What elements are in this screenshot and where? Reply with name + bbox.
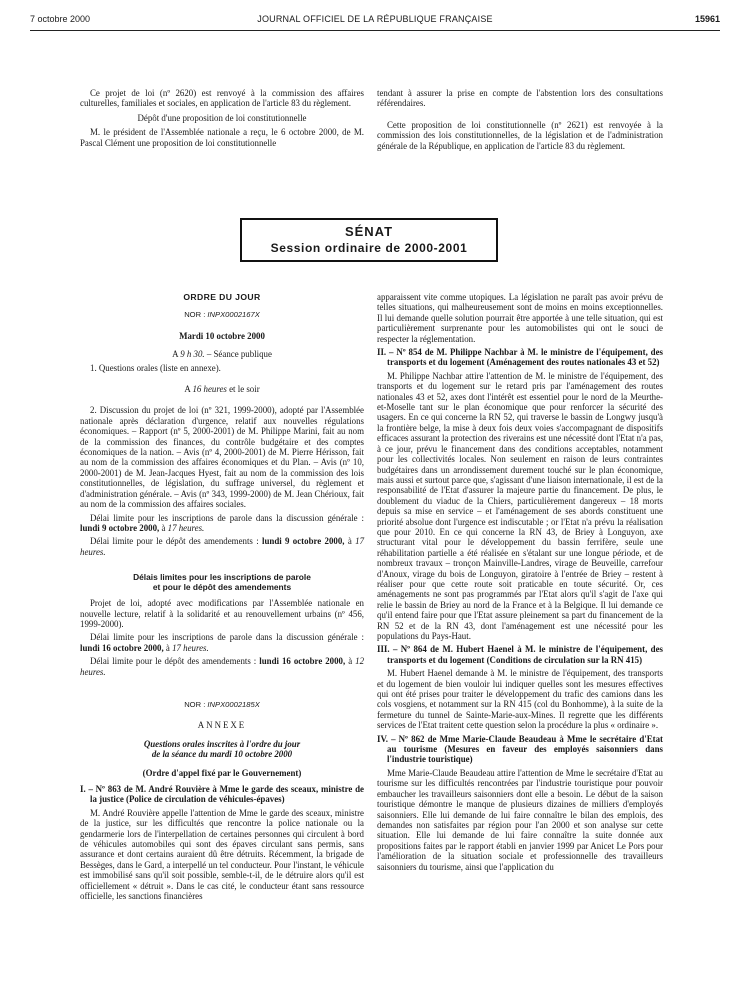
- paragraph: Projet de loi, adopté avec modifications par l'Assemblée nationale en nouvelle lecture, relatif à la solidarité et au renouvellement urbains (nº 456, 1999-2000).: [80, 598, 364, 629]
- agenda-item: 2. Discussion du projet de loi (nº 321, 1999-2000), adopté par l'Assemblée nationale après déclaration d'urgence, relatif aux nouvelles régulations économiques. – Rapport (nº 5, 2000-2001) de M. Philippe Marini, fait au nom de la commission des finances, du contrôle budgétaire et des comptes économiques de la nation. – Avis (nº 4, 2000-2001) de M. Pierre Hérisson, fait au nom de la commission des affaires économiques et du Plan. – Avis (nº 10, 2000-2001) de M. Jean-Jacques Hyest, fait au nom de la commission des lois constitutionnelles, de législation, du suffrage universel, du règlement et d'administration générale. – Avis (nº 343, 1999-2000) de M. Jean Chérioux, fait au nom de la commission des affaires sociales.: [80, 405, 364, 510]
- session-time: A 16 heures et le soir: [184, 384, 260, 395]
- paragraph: apparaissent vite comme utopiques. La législation ne paraît pas avoir prévu de telles situations, qui malheureusement sont de moins en moins exceptionnelles. Il lui demande quelle solution pourrait être apportée à une telle situation, qui est particulièrement surprenante pour les automobilistes qui ont le souci de respecter la réglementation.: [377, 292, 663, 344]
- top-right-column: [377, 88, 663, 154]
- ordre-du-jour-title: ORDRE DU JOUR: [183, 292, 261, 302]
- ordre-appel: (Ordre d'appel fixé par le Gouvernement): [142, 767, 302, 778]
- agenda-item: 1. Questions orales (liste en annexe).: [90, 362, 221, 373]
- header-journal-title: JOURNAL OFFICIEL DE LA RÉPUBLIQUE FRANÇAISE: [257, 14, 493, 24]
- deadline: Délai limite pour le dépôt des amendements : lundi 16 octobre 2000, à 12 heures.: [80, 656, 364, 677]
- right-main-column: [377, 292, 663, 875]
- delais-heading-line2: et pour le dépôt des amendements: [152, 582, 292, 593]
- senat-subtitle: Session ordinaire de 2000-2001: [270, 241, 468, 255]
- question-heading: I. – Nº 863 de M. André Rouvière à Mme le garde des sceaux, ministre de la justice (Police de circulation de véhicules-épaves): [80, 784, 364, 805]
- deadline: Délai limite pour les inscriptions de parole dans la discussion générale : lundi 9 octobre 2000, à 17 heures.: [80, 512, 364, 533]
- header-rule: [30, 30, 720, 31]
- questions-heading-line1: Questions orales inscrites à l'ordre du jour: [143, 738, 301, 749]
- annexe-heading: ANNEXE: [197, 720, 247, 731]
- session-time: A 9 h 30. – Séance publique: [172, 349, 272, 360]
- question-heading: II. – Nº 854 de M. Philippe Nachbar à M. le ministre de l'équipement, des transports et du logement (Aménagement des routes nationales 43 et 52): [377, 347, 663, 368]
- senat-title-box: [240, 218, 498, 262]
- question-body: M. André Rouvière appelle l'attention de Mme le garde des sceaux, ministre de la justice, sur les difficultés que rencontre la police nationale ou la gendarmerie lors de l'interpellation de certaines personnes qui circulent à bord de véhicules automobiles qui sont des épaves circulant sans permis, sans assurance et dont certains auraient dû être détruits. Récemment, la brigade de Bessèges, dans le Gard, a interpellé un tel conducteur. Pour l'instant, le véhicule est immobilisé sans qu'il soit possible, semble-t-il, de le détruire alors qu'il est officiellement « détruit ». Dans le cas cité, le conducteur étant sans ressource officielle, les sanctions financières: [80, 807, 364, 902]
- paragraph: Cette proposition de loi constitutionnelle (nº 2621) est renvoyée à la commission des lois constitutionnelles, de la législation et de l'administration générale de la République, en application de l'article 83 du règlement.: [377, 119, 663, 151]
- page-header: [30, 12, 720, 28]
- header-page-number: 15961: [694, 14, 720, 24]
- paragraph: tendant à assurer la prise en compte de l'abstention lors des consultations référendaires.: [377, 88, 663, 109]
- left-main-column: [80, 292, 364, 904]
- nor-reference: NOR : INPX0002185X: [184, 699, 260, 709]
- nor-reference: NOR : INPX0002167X: [184, 310, 260, 320]
- top-left-column: [80, 88, 364, 151]
- question-body: M. Philippe Nachbar attire l'attention de M. le ministre de l'équipement, des transports et du logement sur le retard pris par l'aménagement des routes nationales 43 et 52, axes dont l'intérêt est essentiel pour le nord de la Meurthe-et-Moselle tant sur le plan économique que pour renforcer la sécurité des usagers. En ce qui concerne la RN 52, qui traverse le bassin de Longwy jusqu'à la frontière belge, la mise à deux fois deux voies s'accompagnant de dispositifs efficaces assurant la protection des riverains est une nécessité dont l'Etat n'a pas, à ce jour, prévu le financement dans des conditions acceptables, notamment pour les collectivités locales. Non seulement en raison de leurs contraintes budgétaires dans un arrondissement durement touché sur le plan économique, mais aussi et surtout parce que, s'agissant d'une liaison internationale, il est de la responsabilité de l'Etat d'assurer la majeure partie du financement. De plus, le doublement du viaduc de la Chiers, particulièrement dangereux – 18 morts depuis sa mise en service – et l'aménagement de ses abords constituent une priorité absolue dont l'urgence est indiscutable ; or l'Etat n'a prévu la réalisation que pour 2010. En ce qui concerne la RN 43, de Briey à Longuyon, axe structurant vital pour le développement du bassin ferrifère, seule une réhabilitation partielle a été réalisée en s'étalant sur une longue période, et de nombreux travaux – tronçon Mainville-Landres, virage de Beuveille, carrefour d'Anoux, virage du bois de Longuyon, giratoire à l'entrée de Briey – restent à réaliser pour que cette route soit praticable en toute sécurité. Or, ces aménagements ne sont pas programmés par l'Etat alors qu'il s'agit de l'axe qui relie le bassin de Briey au nord de la France et à la Belgique. Il lui demande ce qu'il entend faire pour que l'Etat assure pleinement sa part du financement de la RN 52 et de la RN 43, dont l'aménagement est une nécessité pour les populations du Pays-Haut.: [377, 370, 663, 641]
- question-body: M. Hubert Haenel demande à M. le ministre de l'équipement, des transports et du logement de bien vouloir lui indiquer quelles sont les mesures effectives qui ont été prises pour traiter le développement du trafic des camions dans les cols vosgiens, et notamment sur la RN 415 (col du Bonhomme), à la suite de la fermeture du tunnel de Sainte-Marie-aux-Mines. Il regrette que les différents services de l'Etat traitent cette question selon la procédure la plus « ordinaire ».: [377, 668, 663, 731]
- date-heading: Mardi 10 octobre 2000: [179, 330, 265, 341]
- subheading: Dépôt d'une proposition de loi constitutionnelle: [137, 112, 307, 123]
- paragraph: M. le président de l'Assemblée nationale a reçu, le 6 octobre 2000, de M. Pascal Clément une proposition de loi constitutionnelle: [80, 127, 364, 148]
- question-heading: III. – Nº 864 de M. Hubert Haenel à M. le ministre de l'équipement, des transports et du logement (Conditions de circulation sur la RN 415): [377, 644, 663, 665]
- paragraph: Ce projet de loi (nº 2620) est renvoyé à la commission des affaires culturelles, familiales et sociales, en application de l'article 83 du règlement.: [80, 88, 364, 109]
- deadline: Délai limite pour les inscriptions de parole dans la discussion générale : lundi 16 octobre 2000, à 17 heures.: [80, 632, 364, 653]
- questions-heading-line2: de la séance du mardi 10 octobre 2000: [151, 749, 293, 760]
- senat-title: SÉNAT: [344, 224, 394, 239]
- header-date: 7 octobre 2000: [30, 14, 91, 24]
- question-heading: IV. – Nº 862 de Mme Marie-Claude Beaudeau à Mme le secrétaire d'Etat au tourisme (Mesures en faveur des employés saisonniers dans l'industrie touristique): [377, 733, 663, 765]
- delais-heading-line1: Délais limites pour les inscriptions de parole: [133, 572, 311, 583]
- question-body: Mme Marie-Claude Beaudeau attire l'attention de Mme le secrétaire d'Etat au tourisme sur les difficultés rencontrées par l'industrie touristique pour pouvoir embaucher les travailleurs saisonniers dont elle a besoin. Le début de la saison touristique démontre le manque de plusieurs dizaines de milliers d'employés saisonniers. Elle lui demande de lui faire connaître le bilan des emplois, des demandes non satisfaites par région pour l'an 2000 et son analyse sur cette situation. Elle lui demande de lui faire connaître la suite donnée aux propositions faites par le rapport établi en janvier 1999 par Anicet Le Pors pour l'amélioration de la situation sociale et professionnelle des travailleurs saisonniers du tourisme, ainsi que l'application du: [377, 767, 663, 872]
- deadline: Délai limite pour le dépôt des amendements : lundi 9 octobre 2000, à 17 heures.: [80, 536, 364, 557]
